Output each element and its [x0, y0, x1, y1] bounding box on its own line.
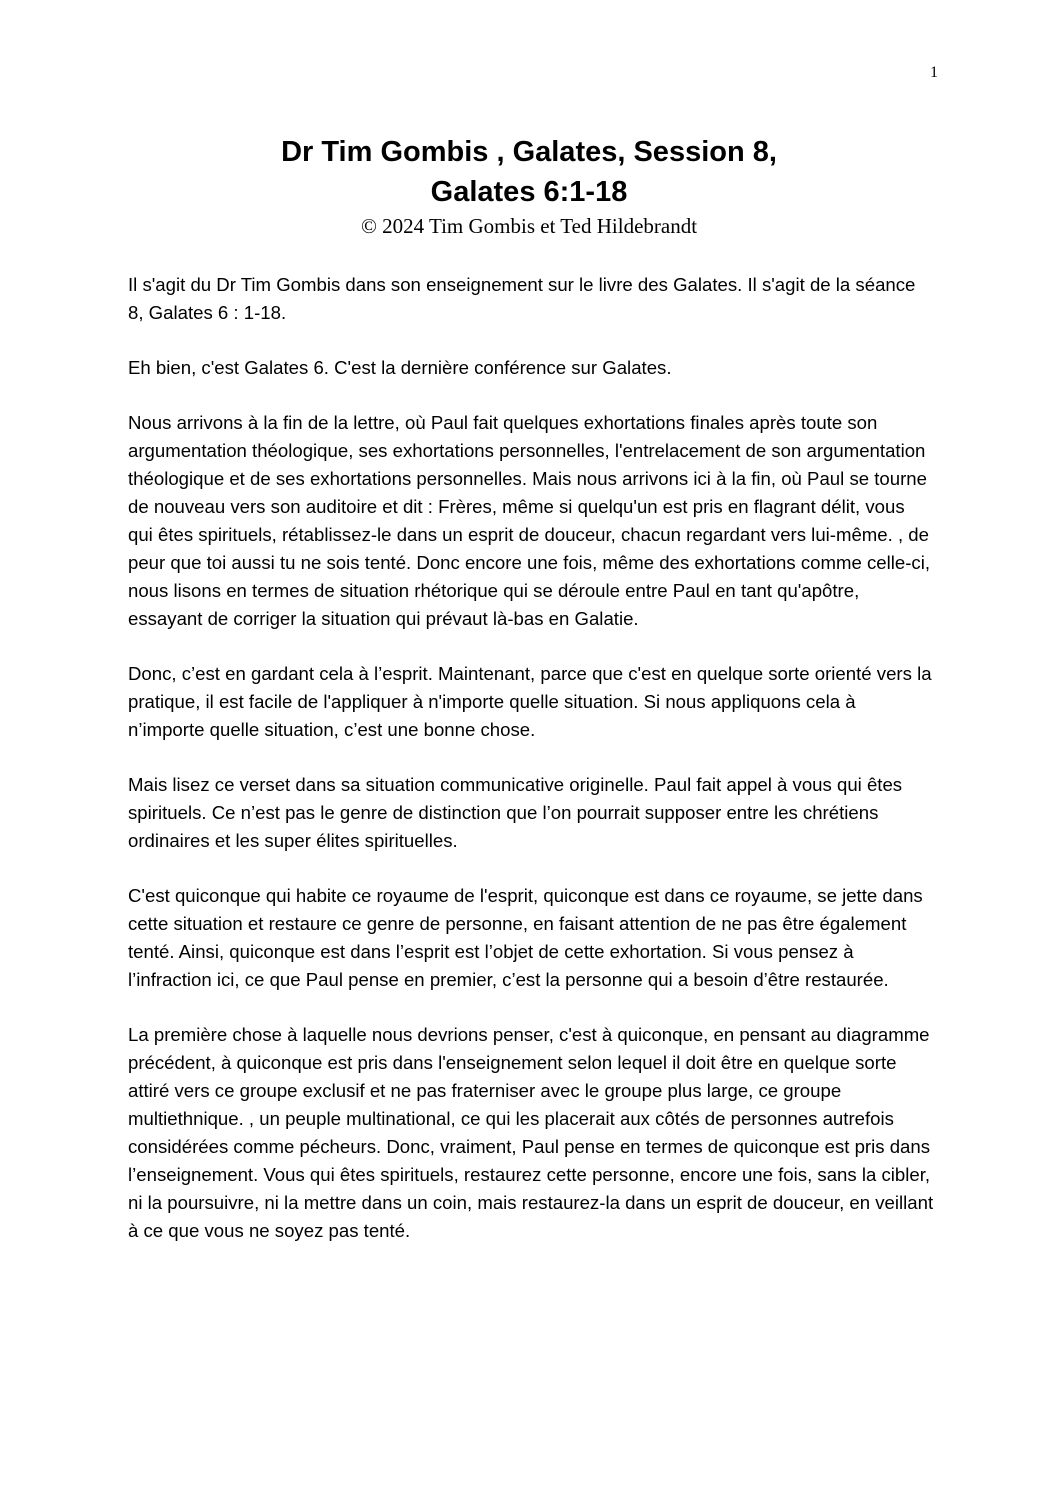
paragraph: Mais lisez ce verset dans sa situation communicative originelle. Paul fait appel à vous qui êtes spirituels. Ce n’est pas le genre de distinction que l’on pourrait supposer entre les chrétiens ordinaires et les super élites spirituelles.	[128, 774, 903, 851]
paragraph: Eh bien, c'est Galates 6. C'est la dernière conférence sur Galates.	[128, 357, 672, 378]
title-block	[128, 132, 930, 240]
paragraph: La première chose à laquelle nous devrions penser, c'est à quiconque, en pensant au diagramme précédent, à quiconque est pris dans l'enseignement selon lequel il doit être en quelque sorte attiré vers ce groupe exclusif et ne pas fraterniser avec le groupe plus large, ce groupe multiethnique. , un peuple multinational, ce qui les placerait aux côtés de personnes autrefois considérées comme pécheurs. Donc, vraiment, Paul pense en termes de quiconque est pris dans l’enseignement. Vous qui êtes spirituels, restaurez cette personne, encore une fois, sans la cibler, ni la poursuivre, ni la mettre dans un coin, mais restaurez-la dans un esprit de douceur, en veillant à ce que vous ne soyez pas tenté.	[128, 1024, 934, 1241]
paragraph: Il s'agit du Dr Tim Gombis dans son enseignement sur le livre des Galates. Il s'agit de la séance 8, Galates 6 : 1-18.	[128, 274, 916, 323]
page-title-line-1: Dr Tim Gombis , Galates, Session 8,	[281, 136, 777, 168]
page-number: 1	[930, 64, 938, 81]
copyright-notice: © 2024 Tim Gombis et Ted Hildebrandt	[360, 214, 698, 238]
paragraph: Nous arrivons à la fin de la lettre, où Paul fait quelques exhortations finales après toute son argumentation théologique, ses exhortations personnelles, l'entrelacement de son argumentation théologique et de ses exhortations personnelles. Mais nous arrivons ici à la fin, où Paul se tourne de nouveau vers son auditoire et dit : Frères, même si quelqu'un est pris en flagrant délit, vous qui êtes spirituels, rétablissez-le dans un esprit de douceur, chacun regardant vers lui-même. , de peur que toi aussi tu ne sois tenté. Donc encore une fois, même des exhortations comme celle-ci, nous lisons en termes de situation rhétorique qui se déroule entre Paul en tant qu'apôtre, essayant de corriger la situation qui prévaut là-bas en Galatie.	[128, 412, 931, 629]
paragraph: C'est quiconque qui habite ce royaume de l'esprit, quiconque est dans ce royaume, se jette dans cette situation et restaure ce genre de personne, en faisant attention de ne pas être également tenté. Ainsi, quiconque est dans l’esprit est l’objet de cette exhortation. Si vous pensez à l’infraction ici, ce que Paul pense en premier, c’est la personne qui a besoin d’être restaurée.	[128, 885, 923, 990]
body-text	[128, 271, 934, 1272]
page-title-line-2: Galates 6:1-18	[430, 176, 628, 208]
paragraph: Donc, c’est en gardant cela à l’esprit. Maintenant, parce que c'est en quelque sorte orienté vers la pratique, il est facile de l'appliquer à n'importe quelle situation. Si nous appliquons cela à n’importe quelle situation, c’est une bonne chose.	[128, 663, 932, 740]
